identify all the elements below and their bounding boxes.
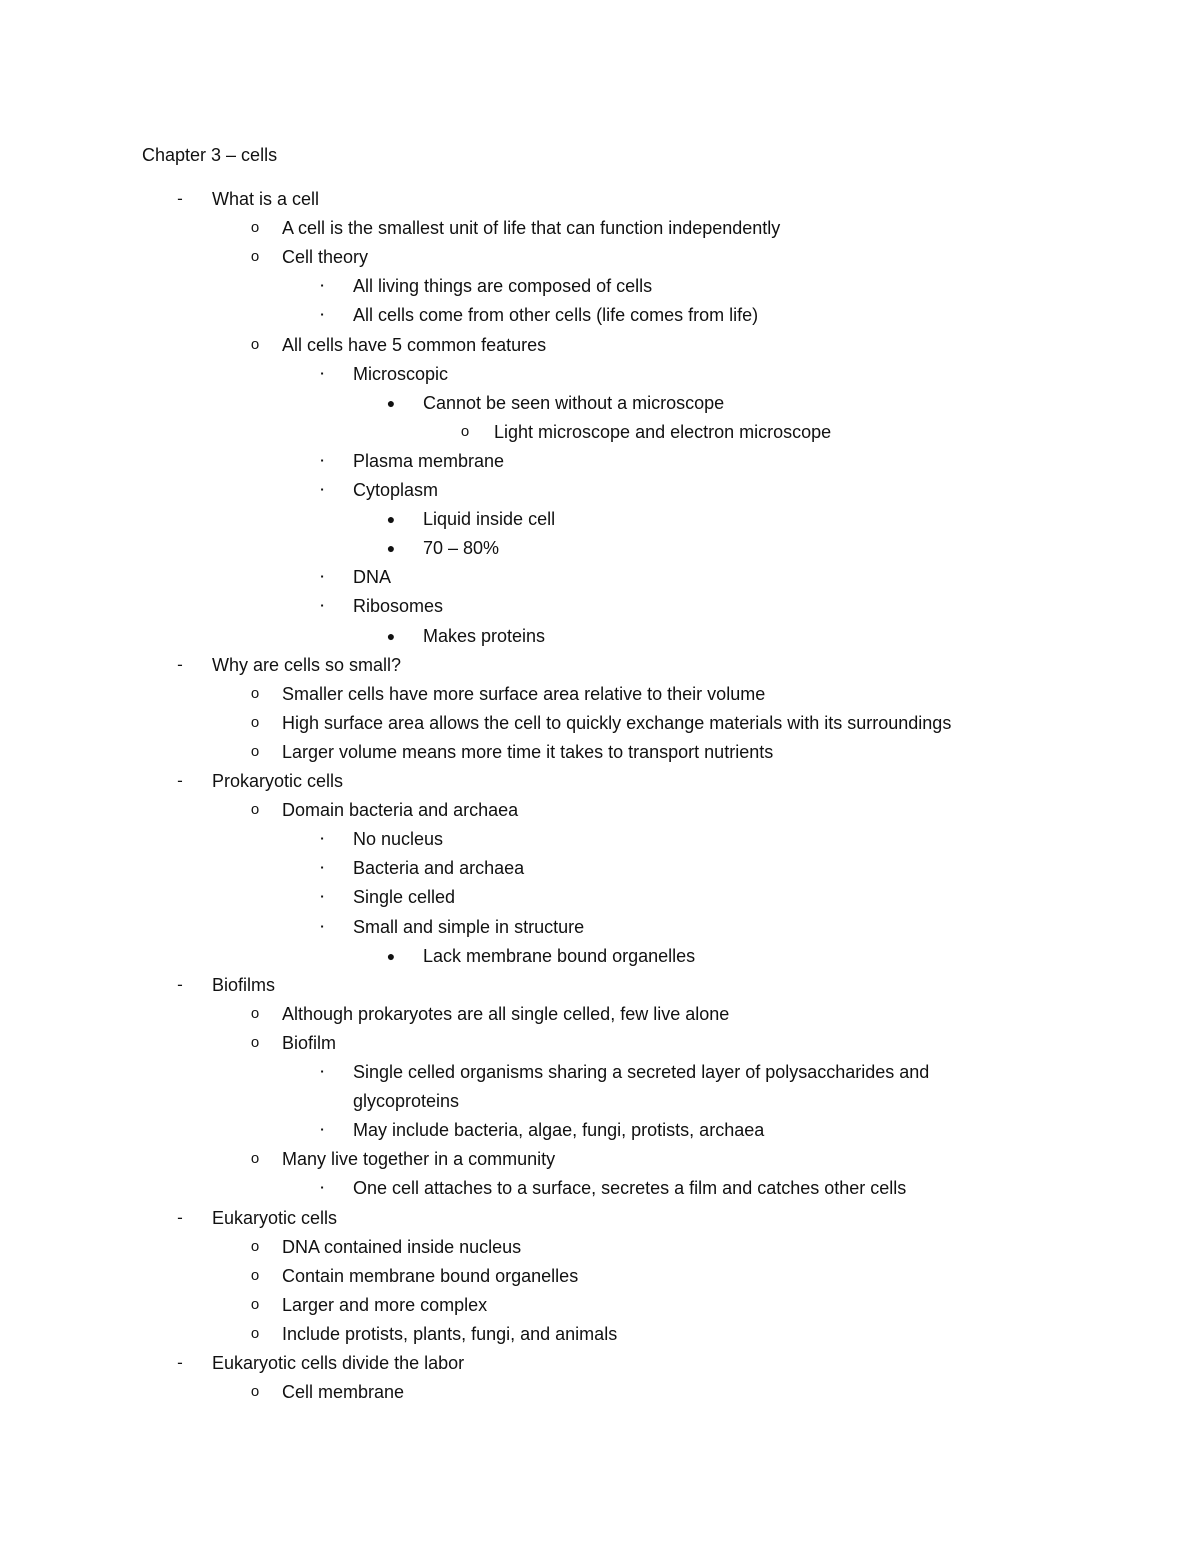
list-item-text: DNA contained inside nucleus <box>282 1236 522 1257</box>
list-item-text: May include bacteria, algae, fungi, protists, archaea <box>353 1120 765 1141</box>
list-item-text: Cannot be seen without a microscope <box>423 392 725 413</box>
circle-bullet-icon: o <box>250 801 260 819</box>
list-item-text: Single celled <box>353 887 456 908</box>
square-bullet-icon: ▪ <box>320 863 324 873</box>
dot-bullet-icon: ● <box>386 947 396 964</box>
square-bullet-icon: ▪ <box>320 572 324 582</box>
circle-bullet-icon: o <box>250 219 260 237</box>
dash-bullet-icon: - <box>177 771 183 790</box>
square-bullet-icon: ▪ <box>320 892 324 902</box>
dot-bullet-icon: ● <box>386 511 396 528</box>
list-item-text: Cell theory <box>282 247 369 268</box>
list-item-text: No nucleus <box>353 829 444 850</box>
list-item-text: Contain membrane bound organelles <box>282 1265 579 1286</box>
list-item-text: What is a cell <box>212 189 320 209</box>
list-item-text: DNA <box>353 567 392 588</box>
circle-bullet-icon: o <box>250 1033 260 1051</box>
list-item-text: Microscopic <box>353 363 449 384</box>
list-item-text: Makes proteins <box>423 625 546 646</box>
square-bullet-icon: ▪ <box>320 310 324 320</box>
list-item-text: 70 – 80% <box>423 538 500 559</box>
list-item-text: Larger and more complex <box>282 1294 488 1315</box>
list-item-text: High surface area allows the cell to quickly exchange materials with its surroundings <box>282 712 952 733</box>
list-item-text: Many live together in a community <box>282 1149 556 1170</box>
list-item-text: Include protists, plants, fungi, and animals <box>282 1323 618 1344</box>
list-item-text: Prokaryotic cells <box>212 771 344 791</box>
square-bullet-icon: ▪ <box>320 921 324 931</box>
list-item-text: Light microscope and electron microscope <box>494 421 832 442</box>
list-item-text: Lack membrane bound organelles <box>423 945 696 966</box>
circle-bullet-icon: o <box>250 1295 260 1313</box>
dash-bullet-icon: - <box>177 1207 183 1227</box>
list-item-text: Cell membrane <box>282 1382 405 1403</box>
list-item-text: All cells come from other cells (life comes from life) <box>353 305 759 326</box>
circle-bullet-icon: o <box>250 1266 260 1284</box>
square-bullet-icon: ▪ <box>320 601 324 611</box>
list-item-text: A cell is the smallest unit of life that can function independently <box>282 218 781 239</box>
list-item-text: Plasma membrane <box>353 450 505 471</box>
list-item-text: Liquid inside cell <box>423 509 556 530</box>
dot-bullet-icon: ● <box>386 540 396 557</box>
list-item-text: One cell attaches to a surface, secretes a film and catches other cells <box>353 1178 907 1199</box>
circle-bullet-icon: o <box>250 713 260 731</box>
circle-bullet-icon: o <box>250 1150 260 1168</box>
list-item-text: Domain bacteria and archaea <box>282 800 519 821</box>
circle-bullet-icon: o <box>250 684 260 702</box>
dot-bullet-icon: ● <box>386 394 396 411</box>
list-item-text: Although prokaryotes are all single celled, few live alone <box>282 1003 730 1024</box>
circle-bullet-icon: o <box>250 1383 260 1401</box>
dash-bullet-icon: - <box>177 189 183 208</box>
circle-bullet-icon: o <box>460 422 470 440</box>
list-item-text: glycoproteins <box>353 1091 460 1112</box>
list-item-text: Single celled organisms sharing a secreted layer of polysaccharides and <box>353 1062 930 1082</box>
dot-bullet-icon: ● <box>386 627 396 644</box>
list-item-text: Cytoplasm <box>353 480 439 500</box>
list-item-text: Biofilm <box>282 1032 337 1053</box>
list-item-text: Smaller cells have more surface area relative to their volume <box>282 683 766 704</box>
square-bullet-icon: ▪ <box>320 368 324 378</box>
square-bullet-icon: ▪ <box>320 1067 324 1076</box>
square-bullet-icon: ▪ <box>320 1183 324 1193</box>
dash-bullet-icon: - <box>177 1353 183 1372</box>
list-item-text: Biofilms <box>212 974 276 995</box>
circle-bullet-icon: o <box>250 1324 260 1342</box>
square-bullet-icon: ▪ <box>320 281 324 291</box>
dash-bullet-icon: - <box>177 974 183 994</box>
chapter-title: Chapter 3 – cells <box>142 145 278 165</box>
list-item-text: Why are cells so small? <box>212 654 402 675</box>
square-bullet-icon: ▪ <box>320 455 324 465</box>
circle-bullet-icon: o <box>250 742 260 760</box>
list-item-text: All cells have 5 common features <box>282 334 547 355</box>
list-item-text: Eukaryotic cells divide the labor <box>212 1353 465 1373</box>
list-item-text: Small and simple in structure <box>353 916 585 937</box>
circle-bullet-icon: o <box>250 1004 260 1022</box>
list-item-text: Ribosomes <box>353 596 444 617</box>
list-item-text: Bacteria and archaea <box>353 858 525 879</box>
dash-bullet-icon: - <box>177 654 183 674</box>
square-bullet-icon: ▪ <box>320 834 324 844</box>
list-item-text: All living things are composed of cells <box>353 276 653 297</box>
square-bullet-icon: ▪ <box>320 1125 324 1135</box>
circle-bullet-icon: o <box>250 248 260 266</box>
list-item-text: Eukaryotic cells <box>212 1207 338 1228</box>
list-item-text: Larger volume means more time it takes to transport nutrients <box>282 741 774 762</box>
square-bullet-icon: ▪ <box>320 485 324 494</box>
circle-bullet-icon: o <box>250 335 260 353</box>
circle-bullet-icon: o <box>250 1237 260 1255</box>
